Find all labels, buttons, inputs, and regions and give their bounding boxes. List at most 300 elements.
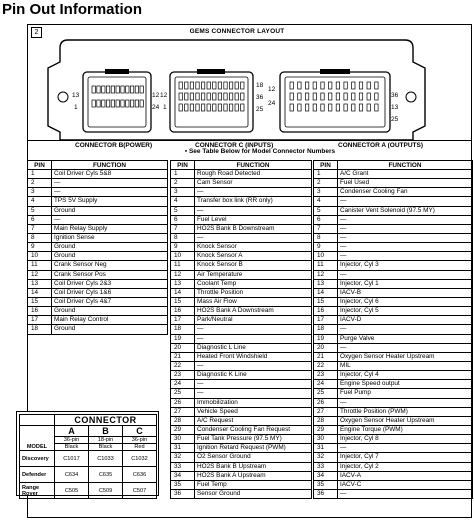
connector-pin (367, 93, 370, 100)
pin-row (28, 288, 168, 297)
pin-row (171, 352, 312, 361)
column-color-c: Red (123, 444, 157, 451)
pin-function: Park/Neutral (195, 316, 312, 325)
pin-row (314, 270, 473, 279)
connector-pin (359, 82, 362, 89)
pin-function: Heated Front Windshield (195, 352, 312, 361)
connector-pin (185, 93, 188, 100)
pin-function: — (195, 206, 312, 215)
pin-label-a-left-top: 12 (268, 86, 276, 93)
pin-row (171, 389, 312, 398)
pin-row (314, 398, 473, 407)
connector-pin (218, 82, 221, 89)
pin-number: 23 (171, 371, 195, 380)
connector-pin (298, 93, 301, 100)
column-color-b: Black (89, 444, 123, 451)
model-header: MODEL (20, 426, 55, 451)
figure-number: 2 (31, 27, 42, 38)
connector-pin (329, 82, 332, 89)
pin-function: Fuel Used (338, 179, 473, 188)
connector-pin (190, 82, 193, 89)
pin-row (314, 233, 473, 242)
connector-pin (102, 86, 105, 93)
pin-row (314, 215, 473, 224)
pin-row (314, 288, 473, 297)
pin-number: 33 (314, 462, 338, 471)
pin-function: HO2S Bank B Downstream (195, 224, 312, 233)
connector-pin (352, 82, 355, 89)
column-color-a: Black (55, 444, 89, 451)
pin-function: — (338, 325, 473, 334)
pin-row (171, 224, 312, 233)
connector-pin (213, 104, 216, 111)
pin-function: Engine Torque (PWM) (338, 425, 473, 434)
function-header: FUNCTION (52, 161, 168, 170)
pin-row (171, 170, 312, 179)
pin-row (171, 179, 312, 188)
connector-pin (359, 104, 362, 111)
connector-pin (135, 86, 138, 93)
pin-row (171, 279, 312, 288)
pin-row (171, 206, 312, 215)
pin-function: — (195, 389, 312, 398)
pin-number: 27 (171, 407, 195, 416)
pin-row (28, 270, 168, 279)
reference-title: CONNECTOR (55, 415, 157, 426)
pin-number: 9 (171, 243, 195, 252)
pin-number: 30 (314, 435, 338, 444)
connector-pin (313, 93, 316, 100)
pin-number: 24 (171, 380, 195, 389)
pin-function: Air Temperature (195, 270, 312, 279)
pin-row (171, 233, 312, 242)
connector-pin (224, 104, 227, 111)
pin-number: 12 (314, 270, 338, 279)
connector-pin (121, 86, 124, 93)
pin-number: 9 (314, 243, 338, 252)
pin-number: 14 (314, 288, 338, 297)
connector-pin (140, 100, 143, 107)
pin-number: 13 (314, 279, 338, 288)
pin-function: Coil Driver Cyls 2&3 (52, 279, 168, 288)
pin-row (171, 243, 312, 252)
pin-row (171, 471, 312, 480)
pin-row (171, 489, 312, 498)
connector-pin (190, 93, 193, 100)
pin-row (314, 352, 473, 361)
table-note: ▪ See Table Below for Model Connector Numbers (184, 148, 336, 155)
pin-row (314, 444, 473, 453)
discovery-c: C1032 (123, 451, 157, 467)
connector-pin (179, 93, 182, 100)
pin-number: 29 (171, 425, 195, 434)
pin-function: Knock Sensor (195, 243, 312, 252)
connector-b-label: CONNECTOR B(POWER) (75, 142, 153, 149)
pin-row (171, 462, 312, 471)
pin-function: Condenser Cooling Fan Request (195, 425, 312, 434)
pin-label-b-left-top: 13 (72, 92, 80, 99)
column-letter-a: A (55, 426, 89, 437)
discovery-b: C1033 (89, 451, 123, 467)
connector-pin (185, 104, 188, 111)
pin-function: HO2S Bank A Downstream (195, 307, 312, 316)
pin-number: 33 (171, 462, 195, 471)
pin-row (314, 307, 473, 316)
pin-number: 2 (314, 179, 338, 188)
pin-row (171, 261, 312, 270)
connector-pin (116, 86, 119, 93)
pin-row (28, 325, 168, 334)
pin-function: Injector, Cyl 5 (338, 307, 473, 316)
pin-header: PIN (28, 161, 52, 170)
pin-number: 11 (28, 261, 52, 270)
pin-label-c-right-bottom: 36 (256, 94, 264, 101)
connector-b-pins (92, 86, 143, 107)
connector-pin (235, 104, 238, 111)
pin-number: 31 (314, 444, 338, 453)
pin-function: Diagnostic L Line (195, 343, 312, 352)
pin-number: 30 (171, 435, 195, 444)
pin-number: 35 (314, 480, 338, 489)
pin-number: 34 (314, 471, 338, 480)
pin-function: — (338, 197, 473, 206)
pin-function: Fuel Tank Pressure (97.5 MY) (195, 435, 312, 444)
pin-function: Ignition Sense (52, 233, 168, 242)
pin-row (28, 261, 168, 270)
defender-b: C635 (89, 467, 123, 483)
connector-pin (313, 82, 316, 89)
pin-function: Oxygen Sensor Heater Upstream (338, 352, 473, 361)
pin-function: — (195, 334, 312, 343)
pin-number: 8 (171, 233, 195, 242)
pin-function: Main Relay Supply (52, 224, 168, 233)
connector-pin (336, 93, 339, 100)
pin-number: 24 (314, 380, 338, 389)
model-defender: Defender (20, 467, 55, 483)
pin-number: 17 (171, 316, 195, 325)
pin-row (314, 224, 473, 233)
pin-function: Fuel Temp (195, 480, 312, 489)
pin-row (171, 425, 312, 434)
pin-row (171, 453, 312, 462)
pin-number: 18 (171, 325, 195, 334)
connector-pin (106, 86, 109, 93)
mount-hole-right (406, 92, 416, 102)
pin-row (28, 316, 168, 325)
function-header: FUNCTION (195, 161, 312, 170)
pin-function: — (195, 188, 312, 197)
pin-number: 7 (314, 224, 338, 233)
pin-function: Canister Vent Solenoid (97.5 MY) (338, 206, 473, 215)
pin-number: 3 (171, 188, 195, 197)
pin-function: Throttle Position (195, 288, 312, 297)
connector-pin (121, 100, 124, 107)
connector-pin (321, 104, 324, 111)
pin-number: 4 (171, 197, 195, 206)
connector-c-label: CONNECTOR C (INPUTS) (195, 142, 274, 149)
connector-pin (352, 104, 355, 111)
pin-row (171, 288, 312, 297)
column-letter-b: B (89, 426, 123, 437)
connector-pin (224, 93, 227, 100)
pin-number: 8 (314, 233, 338, 242)
connector-a-body (280, 69, 390, 132)
connector-a-pins (290, 82, 378, 111)
connector-pin (190, 104, 193, 111)
connector-pin (375, 82, 378, 89)
pin-function: — (338, 489, 473, 498)
pin-function: — (195, 325, 312, 334)
pin-number: 13 (171, 279, 195, 288)
connector-pin (218, 93, 221, 100)
pin-function: Ignition Retard Request (PWM) (195, 444, 312, 453)
pin-number: 31 (171, 444, 195, 453)
pin-number: 1 (28, 170, 52, 179)
pin-row (314, 261, 473, 270)
pin-function: — (52, 179, 168, 188)
pin-function: A/C Grant (338, 170, 473, 179)
pin-row (314, 334, 473, 343)
model-connector-table (19, 414, 157, 499)
pin-function: Coil Driver Cyls 5&8 (52, 170, 168, 179)
pin-function: — (338, 243, 473, 252)
pin-row (171, 197, 312, 206)
pin-function: Coil Driver Cyls 4&7 (52, 297, 168, 306)
connector-pin (367, 104, 370, 111)
pin-function: — (338, 444, 473, 453)
pin-row (171, 307, 312, 316)
pin-number: 21 (314, 352, 338, 361)
pin-function: Diagnostic K Line (195, 371, 312, 380)
connector-pin (179, 82, 182, 89)
pin-row (171, 435, 312, 444)
pin-function: HO2S Bank B Upstream (195, 462, 312, 471)
pin-number: 3 (28, 188, 52, 197)
connector-b-body (83, 69, 151, 132)
pin-number: 7 (171, 224, 195, 233)
column-pins-b: 18-pin (89, 437, 123, 444)
pin-row (28, 297, 168, 306)
pin-function: TPS 5V Supply (52, 197, 168, 206)
pin-number: 16 (314, 307, 338, 316)
connector-pin (97, 86, 100, 93)
connector-pin (241, 93, 244, 100)
pin-row (314, 407, 473, 416)
pin-number: 16 (171, 307, 195, 316)
pin-number: 12 (28, 270, 52, 279)
pin-number: 6 (28, 215, 52, 224)
pin-row (314, 325, 473, 334)
pin-row (314, 480, 473, 489)
ecu-housing-outline (48, 40, 425, 140)
pin-row (314, 435, 473, 444)
column-pins-a: 36-pin (55, 437, 89, 444)
pin-number: 1 (171, 170, 195, 179)
column-pins-c: 36-pin (123, 437, 157, 444)
pin-function: O2 Sensor Ground (195, 453, 312, 462)
connector-pin (126, 86, 129, 93)
connector-c-pins (179, 82, 244, 111)
connector-pin (290, 93, 293, 100)
pin-function: Mass Air Flow (195, 297, 312, 306)
pin-row (314, 197, 473, 206)
pin-function: Ground (52, 325, 168, 334)
connector-pin (179, 104, 182, 111)
pin-number: 10 (314, 252, 338, 261)
pin-row (28, 179, 168, 188)
pin-row (171, 297, 312, 306)
pin-function: — (52, 188, 168, 197)
pin-number: 1 (314, 170, 338, 179)
pin-number: 14 (28, 288, 52, 297)
model-discovery: Discovery (20, 451, 55, 467)
pin-label-a-right-bottom: 13 (391, 104, 399, 111)
pin-number: 13 (28, 279, 52, 288)
defender-c: C636 (123, 467, 157, 483)
pin-row (314, 416, 473, 425)
connector-pin (196, 93, 199, 100)
connector-a-pin-table (313, 160, 473, 499)
connector-pin (344, 82, 347, 89)
connector-pin (321, 93, 324, 100)
layout-title: GEMS CONNECTOR LAYOUT (189, 28, 285, 35)
connector-pin (305, 104, 308, 111)
pin-function: IACV-A (338, 471, 473, 480)
connector-pin (201, 82, 204, 89)
pin-function: Injector, Cyl 8 (338, 435, 473, 444)
pin-function: — (338, 398, 473, 407)
function-header: FUNCTION (338, 161, 473, 170)
pin-function: Crank Sensor Pos (52, 270, 168, 279)
pin-function: — (338, 252, 473, 261)
pin-row (314, 170, 473, 179)
pin-function: Condenser Cooling Fan (338, 188, 473, 197)
pin-number: 20 (171, 343, 195, 352)
pin-function: — (195, 233, 312, 242)
pin-row (314, 462, 473, 471)
pin-row (28, 243, 168, 252)
pin-number: 15 (28, 297, 52, 306)
range-rover-b: C509 (89, 483, 123, 499)
pin-header: PIN (314, 161, 338, 170)
pin-row (171, 316, 312, 325)
connector-pin (201, 104, 204, 111)
pin-number: 2 (171, 179, 195, 188)
pin-function: — (195, 361, 312, 370)
pin-row (314, 343, 473, 352)
pin-row (171, 334, 312, 343)
divider-line (27, 140, 472, 141)
pin-number: 10 (28, 252, 52, 261)
pin-function: Oxygen Sensor Heater Upstream (338, 416, 473, 425)
pin-number: 26 (314, 398, 338, 407)
pin-function: HO2S Bank A Upstream (195, 471, 312, 480)
pin-label-a-right-top: 36 (391, 92, 399, 99)
pin-row (314, 453, 473, 462)
pin-function: IACV-B (338, 288, 473, 297)
pin-number: 11 (171, 261, 195, 270)
connector-b-pin-table (27, 160, 168, 335)
pin-row (171, 343, 312, 352)
pin-function: Fuel Pump (338, 389, 473, 398)
pin-label-b-left-bottom: 1 (74, 104, 78, 111)
connector-pin (305, 82, 308, 89)
connector-pin (241, 82, 244, 89)
connector-pin (207, 93, 210, 100)
connector-pin (201, 93, 204, 100)
connector-pin (336, 104, 339, 111)
pin-number: 5 (28, 206, 52, 215)
connector-pin (359, 93, 362, 100)
connector-pin (290, 82, 293, 89)
connector-pin (321, 82, 324, 89)
connector-pin (111, 86, 114, 93)
pin-function: Immobilization (195, 398, 312, 407)
pin-function: Injector, Cyl 1 (338, 279, 473, 288)
pin-function: Rough Road Detected (195, 170, 312, 179)
pin-row (314, 179, 473, 188)
pin-number: 18 (314, 325, 338, 334)
connector-pin (290, 104, 293, 111)
pin-function: Throttle Position (PWM) (338, 407, 473, 416)
connector-pin (344, 93, 347, 100)
pin-function: — (338, 270, 473, 279)
pin-row (314, 188, 473, 197)
pin-function: — (338, 343, 473, 352)
pin-row (171, 215, 312, 224)
connector-pin (213, 82, 216, 89)
page-title: Pin Out Information (2, 1, 142, 18)
pin-row (171, 371, 312, 380)
connector-pin (229, 93, 232, 100)
connector-pin (298, 104, 301, 111)
pin-row (171, 325, 312, 334)
pin-number: 15 (314, 297, 338, 306)
pin-number: 11 (314, 261, 338, 270)
pin-function: Coil Driver Cyls 1&6 (52, 288, 168, 297)
pin-number: 23 (314, 371, 338, 380)
pin-number: 25 (314, 389, 338, 398)
connector-pin (130, 86, 133, 93)
connector-pin (298, 82, 301, 89)
pin-number: 2 (28, 179, 52, 188)
pin-row (171, 270, 312, 279)
pin-function: Injector, Cyl 6 (338, 297, 473, 306)
connector-pin (344, 104, 347, 111)
connector-pin (367, 82, 370, 89)
pin-row (314, 279, 473, 288)
connector-pin (92, 86, 95, 93)
pin-function: Fuel Level (195, 215, 312, 224)
pin-row (171, 407, 312, 416)
pin-number: 10 (171, 252, 195, 261)
pin-row (314, 252, 473, 261)
pin-row (171, 398, 312, 407)
pin-row (314, 425, 473, 434)
pin-number: 35 (171, 480, 195, 489)
pin-label-b-right-top: 12 (152, 92, 160, 99)
pin-number: 27 (314, 407, 338, 416)
pin-row (28, 170, 168, 179)
pin-number: 29 (314, 425, 338, 434)
pin-row (171, 188, 312, 197)
pin-number: 28 (314, 416, 338, 425)
pin-function: Main Relay Control (52, 316, 168, 325)
pin-row (171, 380, 312, 389)
pin-number: 6 (314, 215, 338, 224)
pin-row (314, 361, 473, 370)
pin-row (28, 307, 168, 316)
